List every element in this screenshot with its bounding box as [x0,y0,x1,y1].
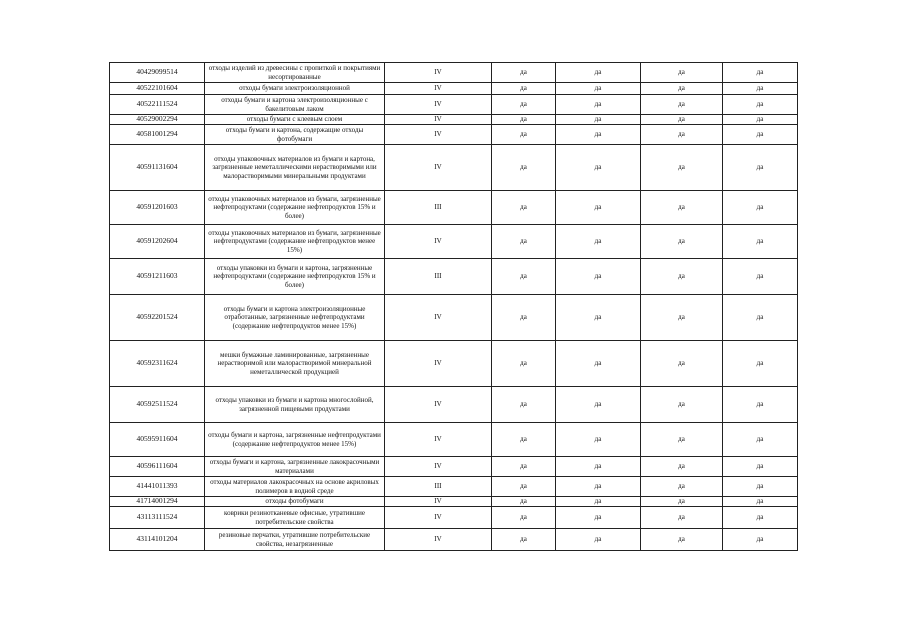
code-cell: 43113111524 [110,507,205,529]
table-row [110,125,798,145]
hazard-class-cell: III [385,191,492,225]
table-row [110,477,798,497]
hazard-class-cell: IV [385,295,492,341]
name-cell: отходы бумаги и картона, загрязненные лакокрасочными материалами [205,457,385,477]
flag-cell-3: да [641,507,723,529]
name-cell: отходы бумаги электроизоляционной [205,83,385,95]
hazard-class-cell: IV [385,497,492,507]
hazard-class-cell: IV [385,457,492,477]
name-cell: отходы бумаги с клеевым слоем [205,115,385,125]
name-cell: отходы бумаги и картона электроизоляционные отработанные, загрязненные нефтепродуктами (содержание нефтепродуктов менее 15%) [205,295,385,341]
code-cell: 40529002294 [110,115,205,125]
flag-cell-4: да [723,115,798,125]
flag-cell-1: да [492,115,556,125]
flag-cell-4: да [723,529,798,551]
table-row [110,115,798,125]
flag-cell-2: да [556,387,641,423]
hazard-class-cell: IV [385,83,492,95]
code-cell: 40429099514 [110,63,205,83]
flag-cell-3: да [641,295,723,341]
hazard-class-cell: IV [385,145,492,191]
flag-cell-3: да [641,115,723,125]
flag-cell-4: да [723,457,798,477]
flag-cell-2: да [556,295,641,341]
flag-cell-4: да [723,191,798,225]
flag-cell-1: да [492,191,556,225]
name-cell: отходы упаковки из бумаги и картона, загрязненные нефтепродуктами (содержание нефтепродуктов 15% и более) [205,259,385,295]
flag-cell-1: да [492,63,556,83]
flag-cell-3: да [641,497,723,507]
flag-cell-1: да [492,145,556,191]
code-cell: 40591201603 [110,191,205,225]
flag-cell-4: да [723,63,798,83]
code-cell: 41714001294 [110,497,205,507]
code-cell: 40522111524 [110,95,205,115]
flag-cell-2: да [556,259,641,295]
hazard-class-cell: III [385,259,492,295]
table-body [110,63,798,551]
flag-cell-4: да [723,423,798,457]
flag-cell-3: да [641,387,723,423]
flag-cell-1: да [492,497,556,507]
table-row [110,83,798,95]
name-cell: отходы упаковки из бумаги и картона многослойной, загрязненной пищевыми продуктами [205,387,385,423]
flag-cell-4: да [723,295,798,341]
name-cell: коврики резинотканевые офисные, утратившие потребительские свойства [205,507,385,529]
flag-cell-4: да [723,497,798,507]
code-cell: 41441011393 [110,477,205,497]
flag-cell-2: да [556,63,641,83]
code-cell: 40522101604 [110,83,205,95]
code-cell: 43114101204 [110,529,205,551]
flag-cell-3: да [641,125,723,145]
hazard-class-cell: III [385,477,492,497]
flag-cell-3: да [641,145,723,191]
flag-cell-3: да [641,423,723,457]
flag-cell-2: да [556,191,641,225]
flag-cell-1: да [492,507,556,529]
flag-cell-3: да [641,341,723,387]
flag-cell-1: да [492,295,556,341]
code-cell: 40591211603 [110,259,205,295]
flag-cell-4: да [723,259,798,295]
name-cell: отходы упаковочных материалов из бумаги, загрязненные нефтепродуктами (содержание нефтепродуктов 15% и более) [205,191,385,225]
flag-cell-1: да [492,83,556,95]
hazard-class-cell: IV [385,225,492,259]
table-row [110,95,798,115]
flag-cell-3: да [641,477,723,497]
table-row [110,529,798,551]
waste-classification-table [109,62,798,551]
flag-cell-1: да [492,125,556,145]
code-cell: 40596111604 [110,457,205,477]
flag-cell-3: да [641,259,723,295]
code-cell: 40581001294 [110,125,205,145]
flag-cell-1: да [492,477,556,497]
code-cell: 40591202604 [110,225,205,259]
flag-cell-1: да [492,457,556,477]
flag-cell-2: да [556,497,641,507]
table-row [110,341,798,387]
name-cell: отходы упаковочных материалов из бумаги и картона, загрязненные неметаллическими нерастворимыми или малорастворимыми минеральными продуктами [205,145,385,191]
flag-cell-3: да [641,191,723,225]
flag-cell-3: да [641,95,723,115]
code-cell: 40592511524 [110,387,205,423]
flag-cell-2: да [556,507,641,529]
flag-cell-1: да [492,423,556,457]
flag-cell-4: да [723,83,798,95]
table-row [110,63,798,83]
hazard-class-cell: IV [385,423,492,457]
flag-cell-3: да [641,457,723,477]
flag-cell-4: да [723,341,798,387]
flag-cell-4: да [723,125,798,145]
hazard-class-cell: IV [385,95,492,115]
code-cell: 40592201524 [110,295,205,341]
flag-cell-3: да [641,225,723,259]
flag-cell-4: да [723,225,798,259]
code-cell: 40592311624 [110,341,205,387]
flag-cell-2: да [556,145,641,191]
table-row [110,387,798,423]
flag-cell-1: да [492,341,556,387]
flag-cell-2: да [556,423,641,457]
hazard-class-cell: IV [385,63,492,83]
flag-cell-4: да [723,507,798,529]
flag-cell-2: да [556,83,641,95]
flag-cell-2: да [556,341,641,387]
flag-cell-2: да [556,477,641,497]
table-row [110,295,798,341]
name-cell: резиновые перчатки, утратившие потребительские свойства, незагрязненные [205,529,385,551]
flag-cell-2: да [556,457,641,477]
table-row [110,423,798,457]
flag-cell-4: да [723,477,798,497]
flag-cell-1: да [492,387,556,423]
flag-cell-4: да [723,145,798,191]
flag-cell-2: да [556,115,641,125]
flag-cell-1: да [492,225,556,259]
hazard-class-cell: IV [385,125,492,145]
flag-cell-1: да [492,529,556,551]
table-row [110,457,798,477]
flag-cell-2: да [556,95,641,115]
hazard-class-cell: IV [385,341,492,387]
flag-cell-2: да [556,225,641,259]
table-row [110,191,798,225]
name-cell: отходы бумаги и картона электроизоляционные с бакелитовым лаком [205,95,385,115]
name-cell: отходы фотобумаги [205,497,385,507]
name-cell: отходы изделий из древесины с пропиткой и покрытиями несортированные [205,63,385,83]
table-row [110,497,798,507]
flag-cell-3: да [641,83,723,95]
name-cell: отходы упаковочных материалов из бумаги, загрязненные нефтепродуктами (содержание нефтепродуктов менее 15%) [205,225,385,259]
name-cell: отходы бумаги и картона, содержащие отходы фотобумаги [205,125,385,145]
hazard-class-cell: IV [385,507,492,529]
hazard-class-cell: IV [385,387,492,423]
flag-cell-3: да [641,63,723,83]
flag-cell-1: да [492,95,556,115]
flag-cell-2: да [556,529,641,551]
flag-cell-2: да [556,125,641,145]
hazard-class-cell: IV [385,115,492,125]
name-cell: отходы бумаги и картона, загрязненные нефтепродуктами (содержание нефтепродуктов менее 15%) [205,423,385,457]
table-row [110,507,798,529]
hazard-class-cell: IV [385,529,492,551]
code-cell: 40591131604 [110,145,205,191]
table-row [110,145,798,191]
name-cell: отходы материалов лакокрасочных на основе акриловых полимеров в водной среде [205,477,385,497]
flag-cell-4: да [723,95,798,115]
flag-cell-1: да [492,259,556,295]
table-row [110,225,798,259]
flag-cell-3: да [641,529,723,551]
table-row [110,259,798,295]
code-cell: 40595911604 [110,423,205,457]
name-cell: мешки бумажные ламинированные, загрязненные нерастворимой или малорастворимой минеральной неметаллической продукцией [205,341,385,387]
flag-cell-4: да [723,387,798,423]
